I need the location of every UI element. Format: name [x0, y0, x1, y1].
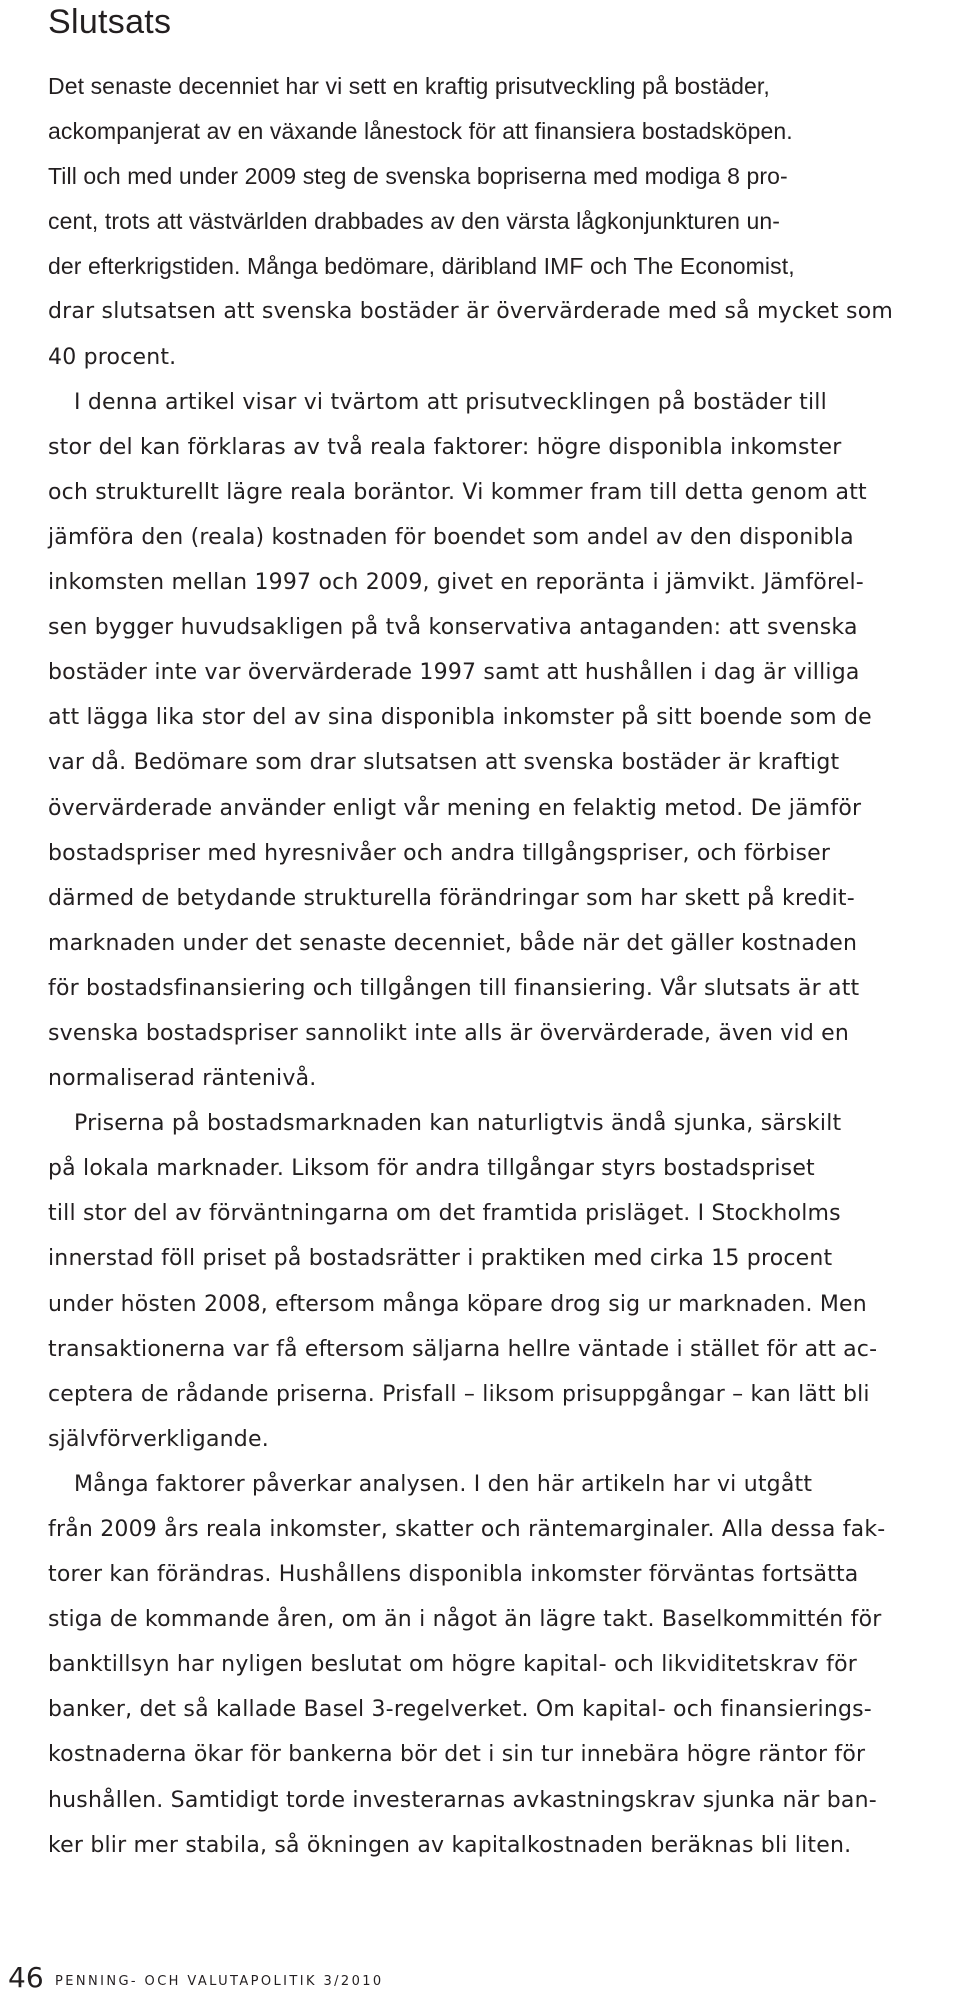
text-line: inkomsten mellan 1997 och 2009, givet en reporänta i jämvikt. Jämförel-: [48, 570, 864, 596]
text-line: bostäder inte var övervärderade 1997 samt att hushållen i dag är villiga: [48, 660, 860, 686]
text-line: stiga de kommande åren, om än i något än lägre takt. Baselkommittén för: [48, 1607, 882, 1633]
text-line: transaktionerna var få eftersom säljarna hellre väntade i stället för att ac-: [48, 1336, 878, 1362]
text-line: stor del kan förklaras av två reala faktorer: högre disponibla inkomster: [48, 434, 842, 460]
text-line: normaliserad räntenivå.: [48, 1066, 317, 1092]
text-line: marknaden under det senaste decenniet, både när det gäller kostnaden: [48, 930, 858, 956]
text-line: svenska bostadspriser sannolikt inte alls är övervärderade, även vid en: [48, 1020, 850, 1046]
page-number: 46: [8, 1961, 44, 1994]
text-line: ker blir mer stabila, så ökningen av kapitalkostnaden beräknas bli liten.: [48, 1832, 852, 1858]
text-line: därmed de betydande strukturella förändringar som har skett på kredit-: [48, 885, 855, 911]
text-line: övervärderade använder enligt vår mening en felaktig metod. De jämför: [48, 795, 862, 821]
body-text: [48, 64, 948, 1868]
text-line: under hösten 2008, eftersom många köpare drog sig ur marknaden. Men: [48, 1291, 867, 1317]
text-line: självförverkligande.: [48, 1426, 269, 1452]
text-line: bostadspriser med hyresnivåer och andra tillgångspriser, och förbiser: [48, 840, 831, 866]
text-line: drar slutsatsen att svenska bostäder är övervärderade med så mycket som: [48, 299, 894, 325]
text-line: torer kan förändras. Hushållens disponibla inkomster förväntas fortsätta: [48, 1562, 859, 1588]
text-line: ceptera de rådande priserna. Prisfall – liksom prisuppgångar – kan lätt bli: [48, 1381, 870, 1407]
text-line: Till och med under 2009 steg de svenska bopriserna med modiga 8 pro-: [48, 163, 788, 190]
text-line: innerstad föll priset på bostadsrätter i praktiken med cirka 15 procent: [48, 1246, 833, 1272]
text-line: var då. Bedömare som drar slutsatsen att svenska bostäder är kraftigt: [48, 750, 840, 776]
text-line: till stor del av förväntningarna om det framtida prisläget. I Stockholms: [48, 1201, 841, 1227]
text-line: sen bygger huvudsakligen på två konservativa antaganden: att svenska: [48, 615, 858, 641]
text-line: cent, trots att västvärlden drabbades av den värsta lågkonjunkturen un-: [48, 208, 781, 235]
journal-name: PENNING- OCH VALUTAPOLITIK 3/2010: [55, 1974, 384, 1989]
text-line: från 2009 års reala inkomster, skatter och räntemarginaler. Alla dessa fak-: [48, 1517, 886, 1542]
text-line: I denna artikel visar vi tvärtom att prisutvecklingen på bostäder till: [74, 389, 827, 415]
text-line: Många faktorer påverkar analysen. I den här artikeln har vi utgått: [74, 1471, 813, 1497]
text-line: på lokala marknader. Liksom för andra tillgångar styrs bostadspriset: [48, 1156, 815, 1182]
text-line: att lägga lika stor del av sina disponibla inkomster på sitt boende som de: [48, 705, 872, 731]
text-line: Priserna på bostadsmarknaden kan naturligtvis ändå sjunka, särskilt: [74, 1111, 842, 1137]
text-line: jämföra den (reala) kostnaden för boendet som andel av den disponibla: [48, 524, 854, 550]
text-line: der efterkrigstiden. Många bedömare, däribland IMF och The Economist,: [48, 253, 795, 280]
text-line: ackompanjerat av en växande lånestock för att finansiera bostadsköpen.: [48, 118, 793, 145]
text-line: Det senaste decenniet har vi sett en kraftig prisutveckling på bostäder,: [48, 73, 770, 99]
text-line: för bostadsfinansiering och tillgången till finansiering. Vår slutsats är att: [48, 975, 860, 1001]
text-line: kostnaderna ökar för bankerna bör det i sin tur innebära högre räntor för: [48, 1742, 866, 1768]
text-line: banktillsyn har nyligen beslutat om högre kapital- och likviditetskrav för: [48, 1652, 857, 1678]
text-line: banker, det så kallade Basel 3-regelverket. Om kapital- och finansierings-: [48, 1697, 872, 1723]
text-line: och strukturellt lägre reala boräntor. Vi kommer fram till detta genom att: [48, 479, 867, 505]
page-footer: [0, 1960, 960, 1996]
text-line: 40 procent.: [48, 344, 177, 370]
section-heading: Slutsats: [48, 3, 172, 41]
text-line: hushållen. Samtidigt torde investerarnas avkastningskrav sjunka när ban-: [48, 1787, 877, 1813]
